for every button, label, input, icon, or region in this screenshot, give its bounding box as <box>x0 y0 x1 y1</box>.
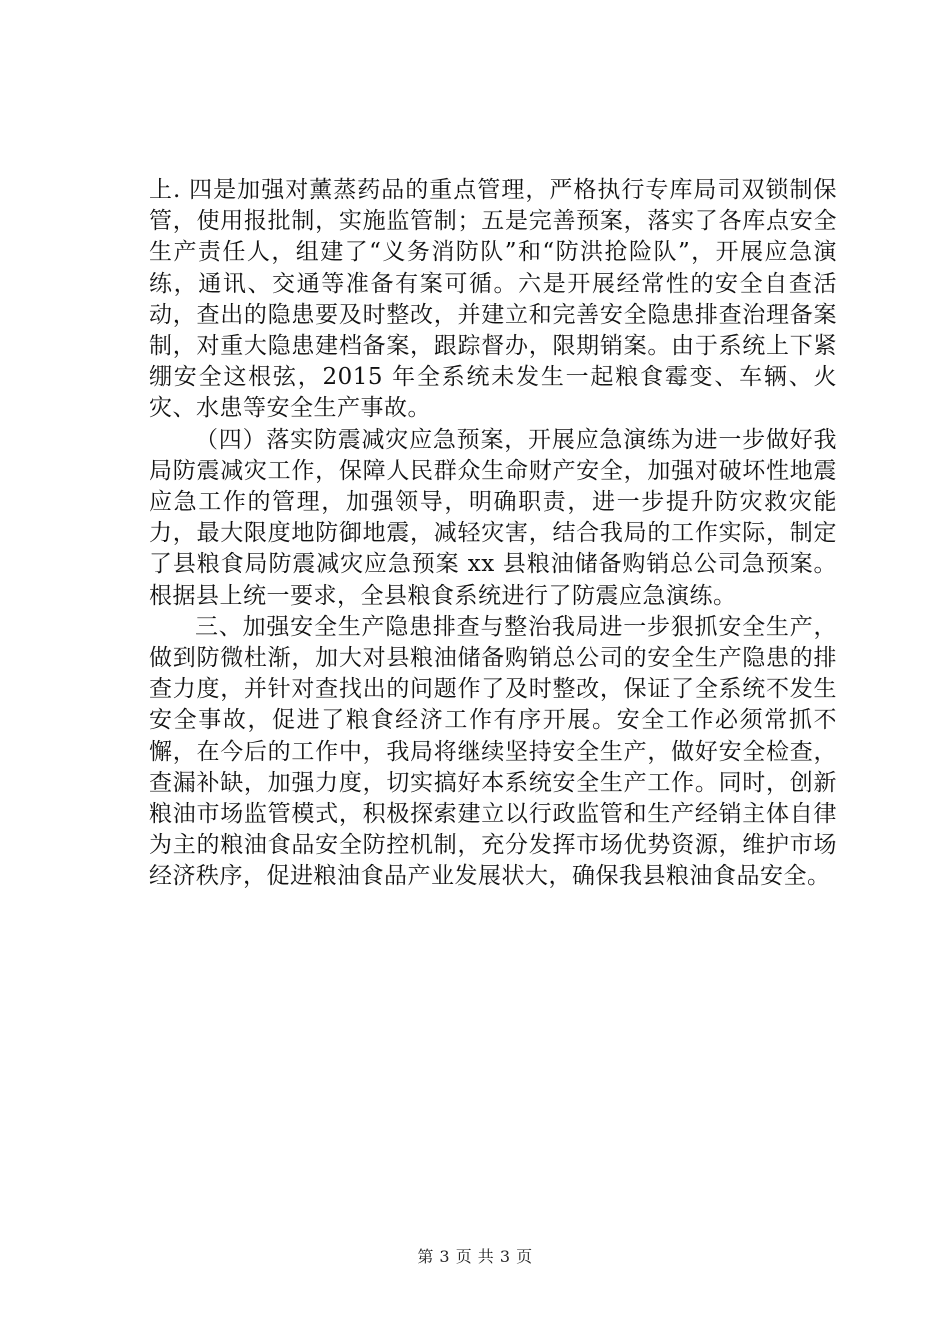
paragraph-2: （四）落实防震减灾应急预案，开展应急演练为进一步做好我局防震减灾工作，保障人民群众生命财产安全，加强对破坏性地震应急工作的管理，加强领导，明确职责，进一步提升防灾救灾能力，最大限度地防御地震，减轻灾害，结合我局的工作实际，制定了县粮食局防震减灾应急预案 xx 县粮油储备购销总公司急预案。根据县上统一要求，全县粮食系统进行了防震应急演练。 <box>149 426 837 609</box>
page-footer: 第 3 页 共 3 页 <box>417 1247 533 1266</box>
paragraph-1: 上. 四是加强对薰蒸药品的重点管理，严格执行专库局司双锁制保管，使用报批制，实施监管制；五是完善预案，落实了各库点安全生产责任人，组建了“义务消防队”和“防洪抢险队”，开展应急演练，通讯、交通等准备有案可循。六是开展经常性的安全自查活动，查出的隐患要及时整改，并建立和完善安全隐患排查治理备案制，对重大隐患建档备案，跟踪督办，限期销案。由于系统上下紧绷安全这根弦，2015 年全系统未发生一起粮食霉变、车辆、火灾、水患等安全生产事故。 <box>149 177 837 422</box>
paragraph-3: 三、加强安全生产隐患排查与整治我局进一步狠抓安全生产，做到防微杜渐，加大对县粮油储备购销总公司的安全生产隐患的排查力度，并针对查找出的问题作了及时整改，保证了全系统不发生安全事故，促进了粮食经济工作有序开展。安全工作必须常抓不懈，在今后的工作中，我局将继续坚持安全生产，做好安全检查，查漏补缺，加强力度，切实搞好本系统安全生产工作。同时，创新粮油市场监管模式，积极探索建立以行政监管和生产经销主体自律为主的粮油食品安全防控机制，充分发挥市场优势资源，维护市场经济秩序，促进粮油食品产业发展状大，确保我县粮油食品安全。 <box>149 613 837 890</box>
document-body <box>149 175 837 893</box>
